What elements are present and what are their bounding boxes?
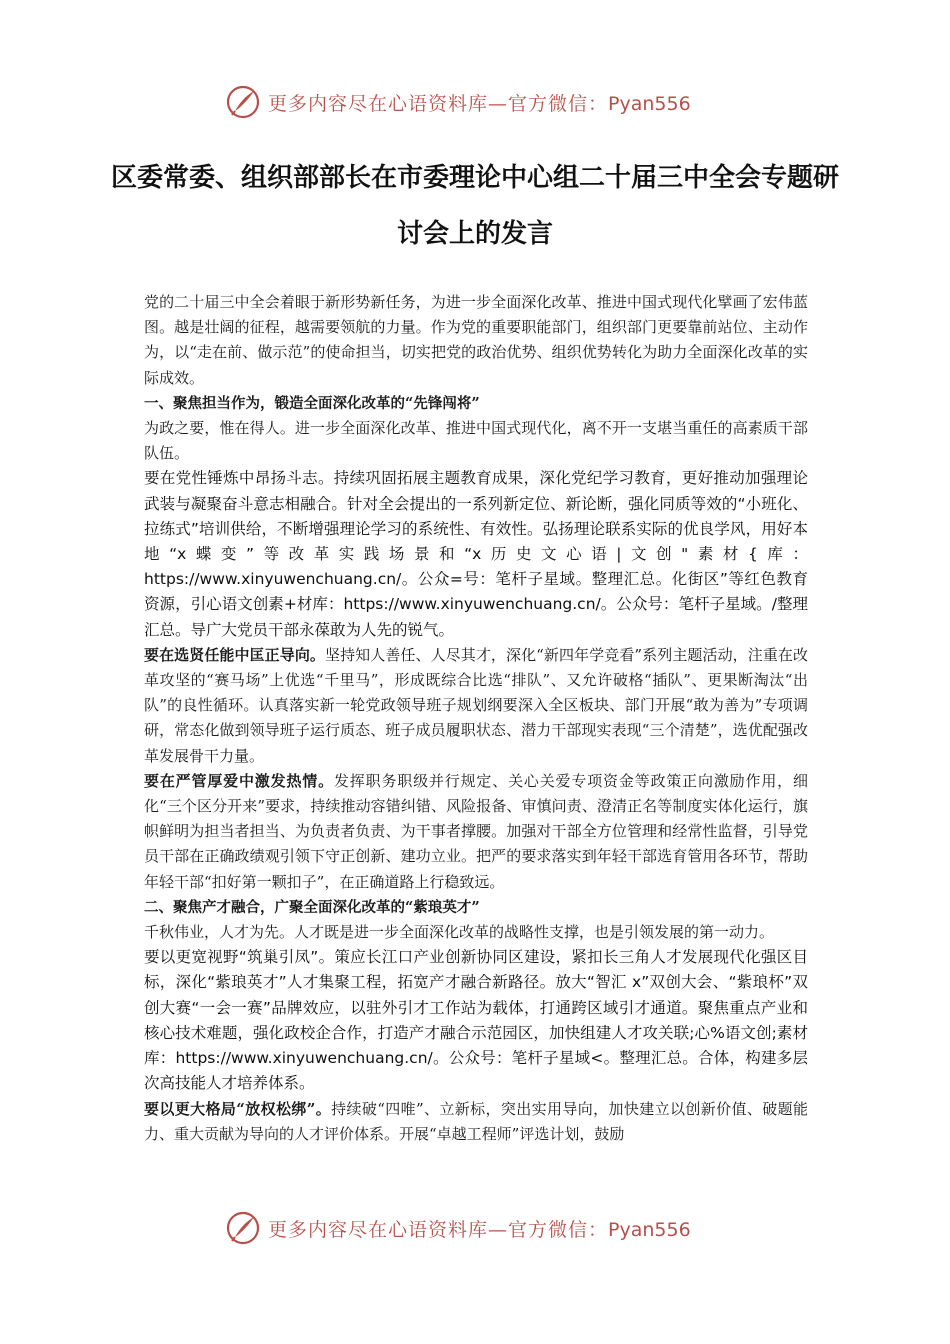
paragraph-4-text: 发挥职务职级并行规定、关心关爱专项资金等政策正向激励作用，细化“三个区分开来”要求，持续推动容错纠错、风险报备、审慎问责、澄清正名等制度实体化运行，旗帜鲜明为担当者担当、为负责者负责、为干事者撑腰。加强对干部全方位管理和经常性监督，引导党员干部在正确政绩观引领下守正创新、建功立业。把严的要求落实到年轻干部选育管用各环节，帮助年轻干部“扣好第一颗扣子”，在正确道路上行稳致远。 — [144, 771, 808, 891]
page-title: 区委常委、组织部部长在市委理论中心组二十届三中全会专题研讨会上的发言 — [110, 163, 839, 249]
paragraph-3-text: 坚持知人善任、人尽其才，深化“新四年学竞看”系列主题活动，注重在改革攻坚的“赛马场”上优选“千里马”，形成既综合比选“排队”、又允许破格“插队”、更果断淘汰“出队”的良性循环。认真落实新一轮党政领导班子规划纲要深入全区板块、部门开展“敢为善为”专项调研，常态化做到领导班子运行质态、班子成员履职状态、潜力干部现实表现“三个清楚”，选优配强改革发展骨干力量。 — [144, 645, 808, 765]
paragraph-5: 千秋伟业，人才为先。人才既是进一步全面深化改革的战略性支撑，也是引领发展的第一动力。 — [144, 923, 775, 942]
section-heading-2: 二、聚焦产才融合，广聚全面深化改革的“紫琅英才” — [144, 898, 480, 916]
section-heading-1: 一、聚焦担当作为，锻造全面深化改革的“先锋闯将” — [144, 394, 480, 412]
intro-paragraph: 党的二十届三中全会着眼于新形势新任务，为进一步全面深化改革、推进中国式现代化擘画了宏伟蓝图。越是壮阔的征程，越需要领航的力量。作为党的重要职能部门，组织部门更要靠前站位、主动作为，以“走在前、做示范”的使命担当，切实把党的政治优势、组织优势转化为助力全面深化改革的实际成效。 — [144, 293, 808, 387]
footer-banner — [0, 1208, 950, 1248]
paragraph-7 — [144, 1097, 808, 1147]
quill-logo-icon — [226, 1211, 260, 1245]
paragraph-7-lead: 要以更大格局“放权松绑”。 — [144, 1099, 332, 1118]
paragraph-6: 要以更宽视野“筑巢引凤”。策应长江口产业创新协同区建设，紧扣长三角人才发展现代化强区目标，深化“紫琅英才”人才集聚工程，拓宽产才融合新路径。放大“智汇 x”双创大会、“紫琅杯”双创大赛“一会一赛”品牌效应，以驻外引才工作站为载体，打通跨区域引才通道。聚焦重点产业和核心技术难题，强化政校企合作，打造产才融合示范园区，加快组建人才攻关联;心%语文创;素材库：https://www.xinyuwenchuang.cn/。公众号：笔杆子星域<。整理汇总。合体，构建多层次高技能人才培养体系。 — [144, 948, 808, 1093]
paragraph-2: 要在党性锤炼中昂扬斗志。持续巩固拓展主题教育成果，深化党纪学习教育，更好推动加强理论武装与凝聚奋斗意志相融合。针对全会提出的一系列新定位、新论断，强化同质等效的“小班化、拉练式”培训供给，不断增强理论学习的系统性、有效性。弘扬理论联系实际的优良学风，用好本地“x蝶变”等改革实践场景和“x历史文心语|文创"素材{库：https://www.xinyuwenchuang.cn/。公众=号：笔杆子星域。整理汇总。化街区”等红色教育资源，引心语文创素+材库：https://www.xinyuwenchuang.cn/。公众号：笔杆子星域。/整理汇总。导广大党员干部永葆敢为人先的锐气。 — [144, 469, 808, 639]
paragraph-3-lead: 要在选贤任能中匡正导向。 — [144, 645, 325, 664]
paragraph-7-text: 持续破“四唯”、立新标，突出实用导向，加快建立以创新价值、破题能力、重大贡献为导向的人才评价体系。开展“卓越工程师”评选计划，鼓励 — [144, 1099, 808, 1143]
banner-text: 更多内容尽在心语资料库—官方微信：Pyan556 — [268, 1218, 691, 1241]
quill-logo-icon — [226, 85, 260, 119]
document-body — [144, 290, 808, 1147]
header-banner — [0, 82, 950, 122]
banner-text: 更多内容尽在心语资料库—官方微信：Pyan556 — [268, 92, 691, 115]
paragraph-4 — [144, 769, 808, 895]
paragraph-3 — [144, 643, 808, 769]
paragraph-1: 为政之要，惟在得人。进一步全面深化改革、推进中国式现代化，离不开一支堪当重任的高素质干部队伍。 — [144, 419, 808, 463]
paragraph-4-lead: 要在严管厚爱中激发热情。 — [144, 771, 334, 790]
